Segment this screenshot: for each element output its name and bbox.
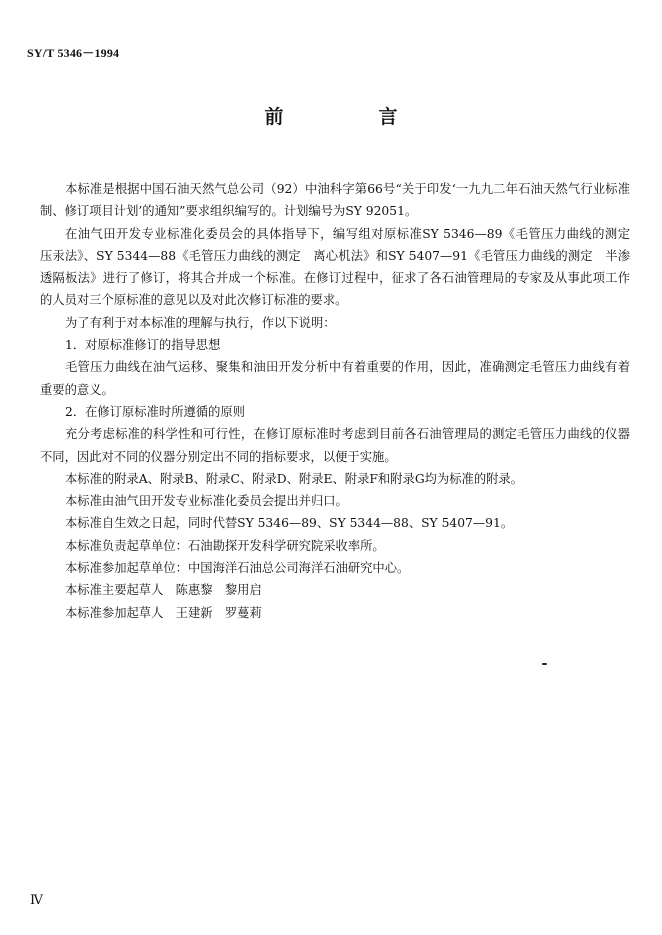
paragraph: 本标准参加起草人 王建新 罗蔓莉 [65,605,262,620]
paragraph: 本标准由油气田开发专业标准化委员会提出并归口。 [65,494,348,509]
paragraph: 为了有利于对本标准的理解与执行，作以下说明： [65,315,336,330]
paragraph: 本标准主要起草人 陈惠黎 黎用启 [65,583,262,598]
standard-code: SY/T 5346－1994 [27,46,120,60]
paragraph: 本标准自生效之日起，同时代替SY 5346—89、SY 5344—88、SY 5407—91。 [65,516,514,531]
paragraph: 毛管压力曲线在油气运移、聚集和油田开发分析中有着重要的作用，因此，准确测定毛管压力曲线有着重要的意义。 [40,360,630,397]
paragraph: 本标准负责起草单位：石油勘探开发科学研究院采收率所。 [65,538,385,553]
document-body [40,178,643,624]
stray-mark [542,663,547,665]
paragraph: 本标准参加起草单位：中国海洋石油总公司海洋石油研究中心。 [65,561,410,576]
section-heading: 2．在修订原标准时所遵循的原则 [65,404,245,419]
paragraph: 本标准的附录A、附录B、附录C、附录D、附录E、附录F和附录G均为标准的附录。 [65,471,524,486]
section-heading: 1．对原标准修订的指导思想 [65,338,221,353]
page-number: Ⅳ [30,892,43,907]
paragraph: 在油气田开发专业标准化委员会的具体指导下，编写组对原标准SY 5346—89《毛管压力曲线的测定 压汞法》、SY 5344—88《毛管压力曲线的测定 离心机法》和SY 5407—91《毛管压力曲线的测定 半渗透隔板法》进行了修订，将其合并成一个标准。在修订过程中，征求了各石油管理局的专家及从事此项工作的人员对三个原标准的意见以及对此次修订标准的要求。 [40,226,643,308]
page-title: 前 言 [264,106,436,128]
paragraph: 本标准是根据中国石油天然气总公司（92）中油科字第66号“关于印发‘一九九二年石油天然气行业标准制、修订项目计划’的通知”要求组织编写的。计划编号为SY 92051。 [40,182,630,219]
paragraph: 充分考虑标准的科学性和可行性，在修订原标准时考虑到目前各石油管理局的测定毛管压力曲线的仪器不同，因此对不同的仪器分别定出不同的指标要求，以便于实施。 [40,427,630,464]
